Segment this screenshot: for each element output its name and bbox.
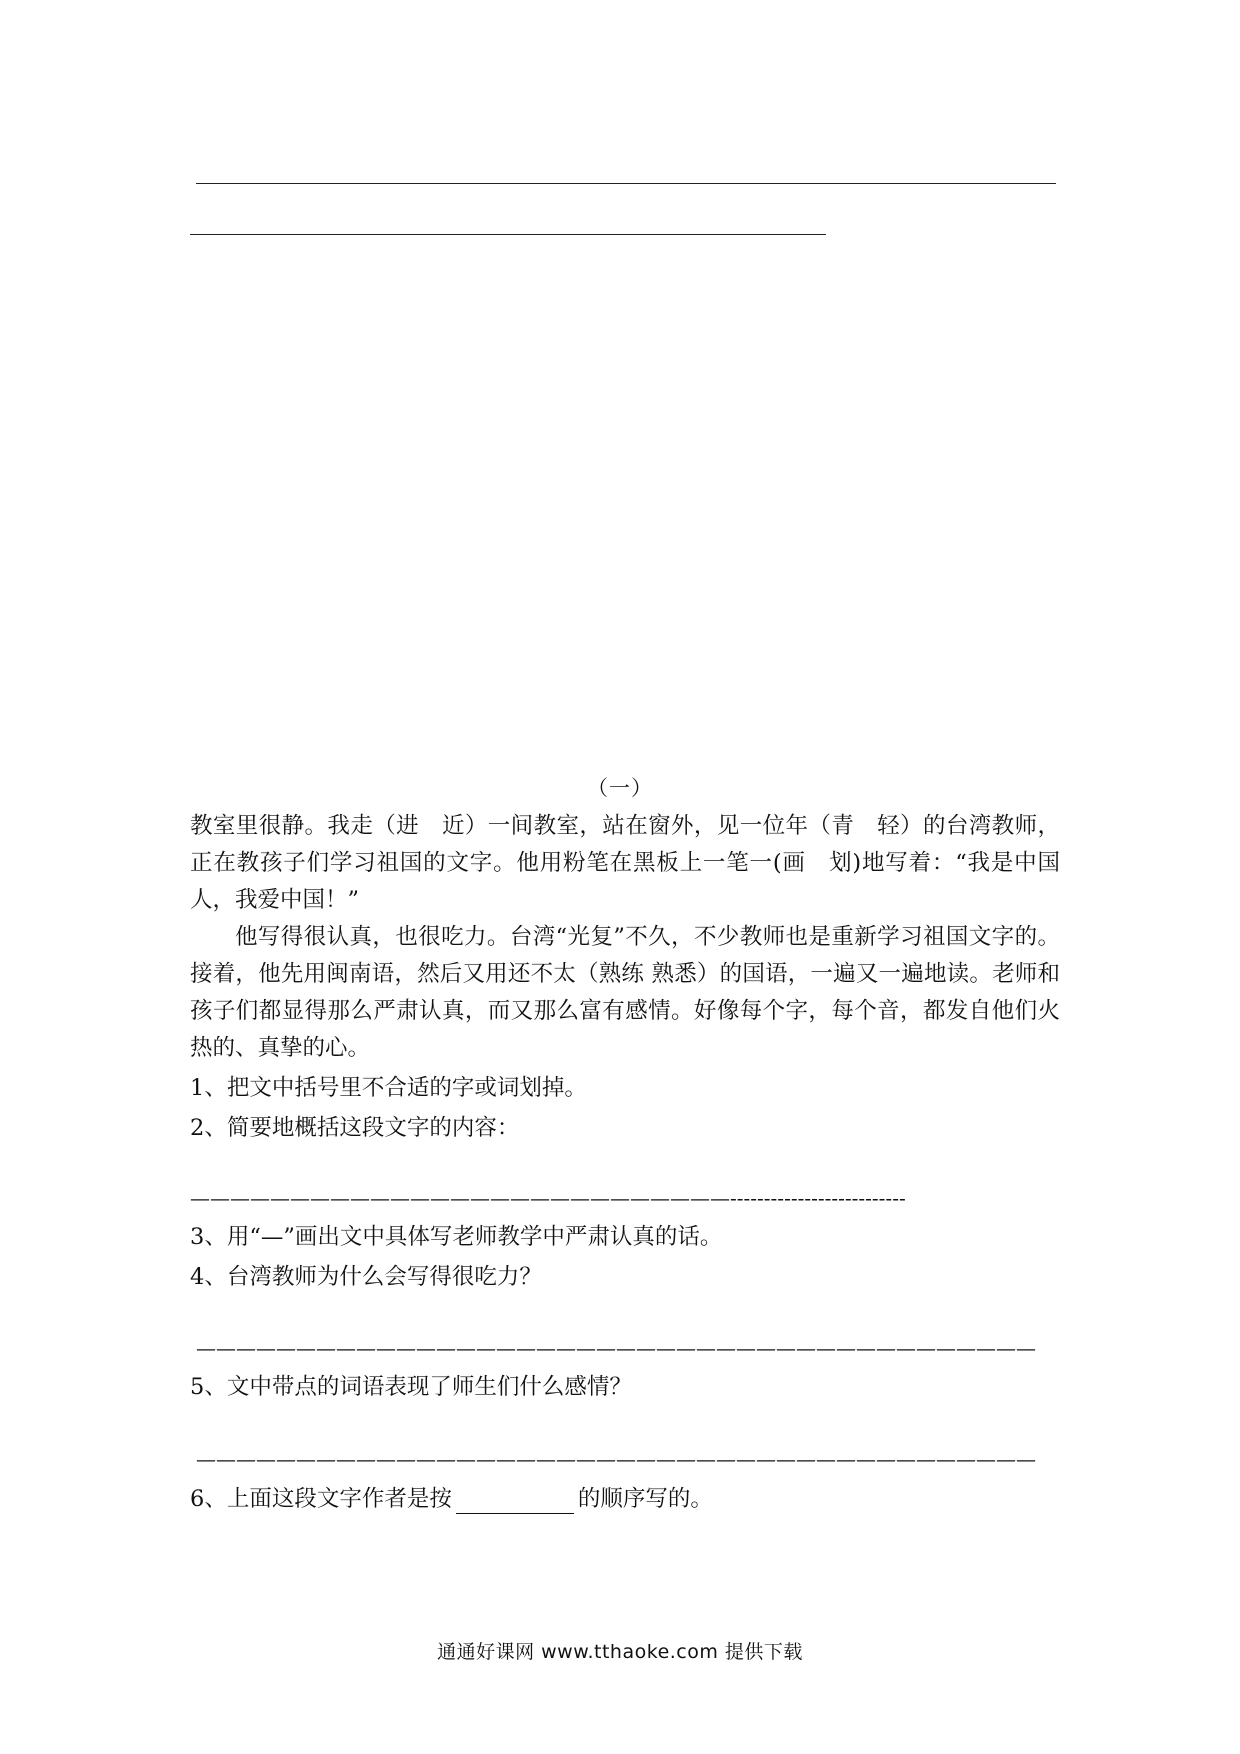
section-title: （一） [587, 776, 653, 800]
question-4-answer-line[interactable]: —————————————————————————————————————————— [196, 1336, 1036, 1360]
footer-credit: 通通好课网 www.tthaoke.com 提供下载 [437, 1641, 803, 1663]
question-5-answer-line[interactable]: —————————————————————————————————————————— [196, 1447, 1036, 1471]
question-3: 3、用“—”画出文中具体写老师教学中严肃认真的话。 [190, 1224, 723, 1250]
passage-paragraph-1: 教室里很静。我走（进 近）一间教室，站在窗外，见一位年（青 轻）的台湾教师，正在教孩子们学习祖国的文字。他用粉笔在黑板上一笔一(画 划)地写着：“我是中国人，我爱中国！” [190, 813, 1060, 913]
top-answer-rule-2 [190, 234, 826, 235]
passage-paragraph-2: 他写得很认真，也很吃力。台湾“光复”不久，不少教师也是重新学习祖国文字的。接着，他先用闽南语，然后又用还不太（熟练 熟悉）的国语，一遍又一遍地读。老师和孩子们都显得那么严肃认真，而又那么富有感情。好像每个字，每个音，都发自他们火热的、真挚的心。 [190, 924, 1060, 1061]
question-2-answer-line[interactable]: ———————————————————————————-------------------------- [190, 1186, 906, 1210]
question-6 [190, 1484, 713, 1514]
question-4: 4、台湾教师为什么会写得很吃力？ [190, 1264, 542, 1290]
question-1: 1、把文中括号里不合适的字或词划掉。 [190, 1075, 587, 1101]
reading-passage [190, 808, 1060, 1067]
question-6-blank[interactable] [456, 1487, 574, 1514]
question-2: 2、简要地概括这段文字的内容： [190, 1115, 520, 1141]
question-6-suffix: 的顺序写的。 [577, 1486, 713, 1512]
question-6-prefix: 6、上面这段文字作者是按 [190, 1486, 452, 1512]
question-5: 5、文中带点的词语表现了师生们什么感情？ [190, 1374, 632, 1400]
top-answer-rule-1 [196, 183, 1056, 184]
